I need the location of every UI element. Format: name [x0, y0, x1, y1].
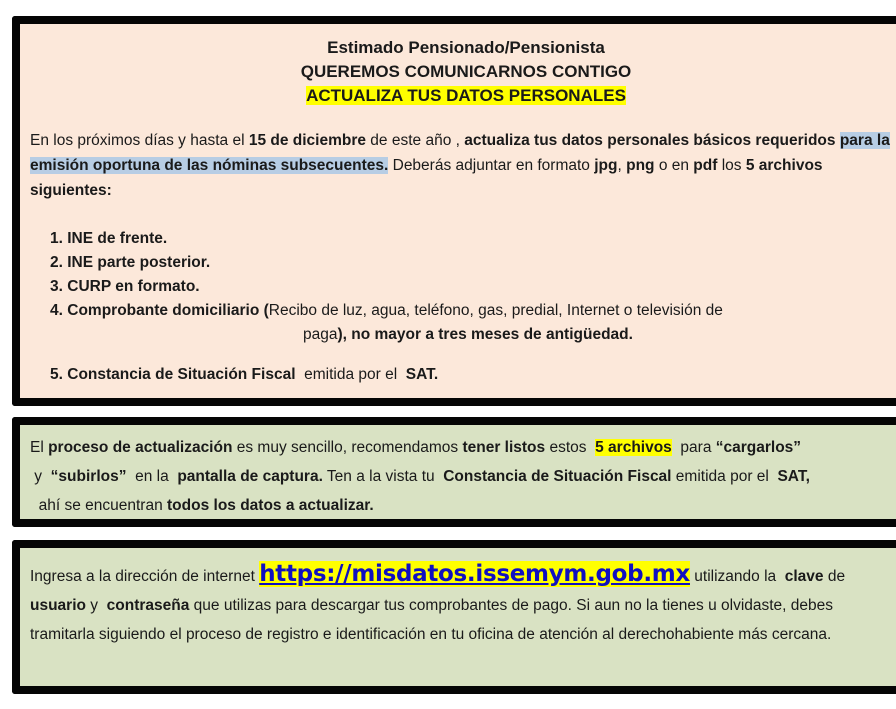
- notice-box-process: [12, 417, 896, 527]
- process-text: emitida por el: [671, 468, 778, 485]
- intro-paragraph: [30, 128, 890, 203]
- list-detail: Recibo de luz, agua, teléfono, gas, predial, Internet o televisión de: [268, 302, 723, 319]
- list-number: 5.: [50, 366, 63, 383]
- list-number: 4.: [50, 302, 63, 319]
- access-text: que utilizas para descargar tus comprobantes de pago. Si aun no la tienes u olvidaste, debes tramitarla siguiendo el proceso de registro e identificación en tu oficina de atención al derechohabiente más cercana.: [30, 597, 834, 643]
- process-text: El: [30, 439, 49, 456]
- greeting-title: Estimado Pensionado/Pensionista: [327, 38, 605, 57]
- intro-text: o en: [654, 157, 694, 174]
- intro-bold: actualiza tus datos personales básicos requeridos: [464, 132, 836, 149]
- process-text: ahí se encuentran: [30, 497, 168, 514]
- process-bold: Constancia de Situación Fiscal: [443, 468, 672, 485]
- process-bold: SAT,: [777, 468, 810, 485]
- list-label: Comprobante domiciliario (: [67, 302, 269, 319]
- files-count-highlight: 5 archivos: [595, 439, 672, 456]
- list-label: INE de frente.: [67, 230, 168, 247]
- intro-text: ,: [617, 157, 627, 174]
- update-data-title: ACTUALIZA TUS DATOS PERSONALES: [306, 86, 626, 105]
- notice-box-requirements: [12, 16, 896, 406]
- list-number: 3.: [50, 278, 63, 295]
- list-tail: SAT.: [405, 366, 439, 383]
- process-text: es muy sencillo, recomendamos: [232, 439, 463, 456]
- list-label: INE parte posterior.: [67, 254, 211, 271]
- list-tail: ), no mayor a tres meses de antigüedad.: [337, 326, 633, 343]
- process-bold: tener listos: [462, 439, 546, 456]
- list-item: [50, 227, 880, 251]
- intro-text: de este año ,: [366, 132, 465, 149]
- list-item: [50, 275, 880, 299]
- format-pdf: pdf: [693, 157, 718, 174]
- process-bold: todos los datos a actualizar.: [167, 497, 374, 514]
- list-number: 1.: [50, 230, 63, 247]
- list-detail: emitida por el: [295, 366, 406, 383]
- format-jpg: jpg: [594, 157, 618, 174]
- deadline-date: 15 de diciembre: [248, 132, 366, 149]
- access-bold: clave: [784, 568, 824, 585]
- process-text: Ten a la vista tu: [322, 468, 444, 485]
- list-item-continuation: [50, 323, 880, 347]
- communication-title: QUEREMOS COMUNICARNOS CONTIGO: [300, 62, 632, 81]
- process-bold: “cargarlos”: [715, 439, 802, 456]
- format-png: png: [626, 157, 655, 174]
- list-detail: paga: [303, 326, 338, 343]
- notice-box-access: [12, 540, 896, 694]
- process-text: en la: [126, 468, 178, 485]
- list-number: 2.: [50, 254, 63, 271]
- process-bold: pantalla de captura.: [177, 468, 323, 485]
- required-files-list: [50, 227, 880, 387]
- process-bold: “subirlos”: [50, 468, 127, 485]
- access-paragraph: [30, 560, 892, 649]
- process-text: y: [30, 468, 51, 485]
- list-item: [50, 299, 880, 323]
- access-text: y: [85, 597, 107, 614]
- process-paragraph: [30, 433, 890, 520]
- process-bold: proceso de actualización: [48, 439, 233, 456]
- intro-selected-text: para la emisión oportuna de las nóminas subsecuentes.: [30, 132, 890, 174]
- intro-text: los: [717, 157, 746, 174]
- notice-heading: [20, 24, 896, 108]
- access-bold: usuario: [30, 597, 86, 614]
- misdatos-link[interactable]: https://misdatos.issemym.gob.mx: [259, 561, 690, 587]
- process-text: para: [671, 439, 716, 456]
- access-text: Ingresa a la dirección de internet: [30, 568, 260, 585]
- access-text: de: [823, 568, 846, 585]
- list-item: [50, 251, 880, 275]
- intro-text: Deberás adjuntar en formato: [388, 157, 595, 174]
- list-item: [50, 363, 880, 387]
- list-label: CURP en formato.: [67, 278, 200, 295]
- intro-text: En los próximos días y hasta el: [30, 132, 249, 149]
- access-text: utilizando la: [689, 568, 785, 585]
- list-label: Constancia de Situación Fiscal: [67, 366, 296, 383]
- files-heading: 5 archivos siguientes:: [30, 157, 823, 199]
- access-bold: contraseña: [106, 597, 190, 614]
- process-text: estos: [545, 439, 596, 456]
